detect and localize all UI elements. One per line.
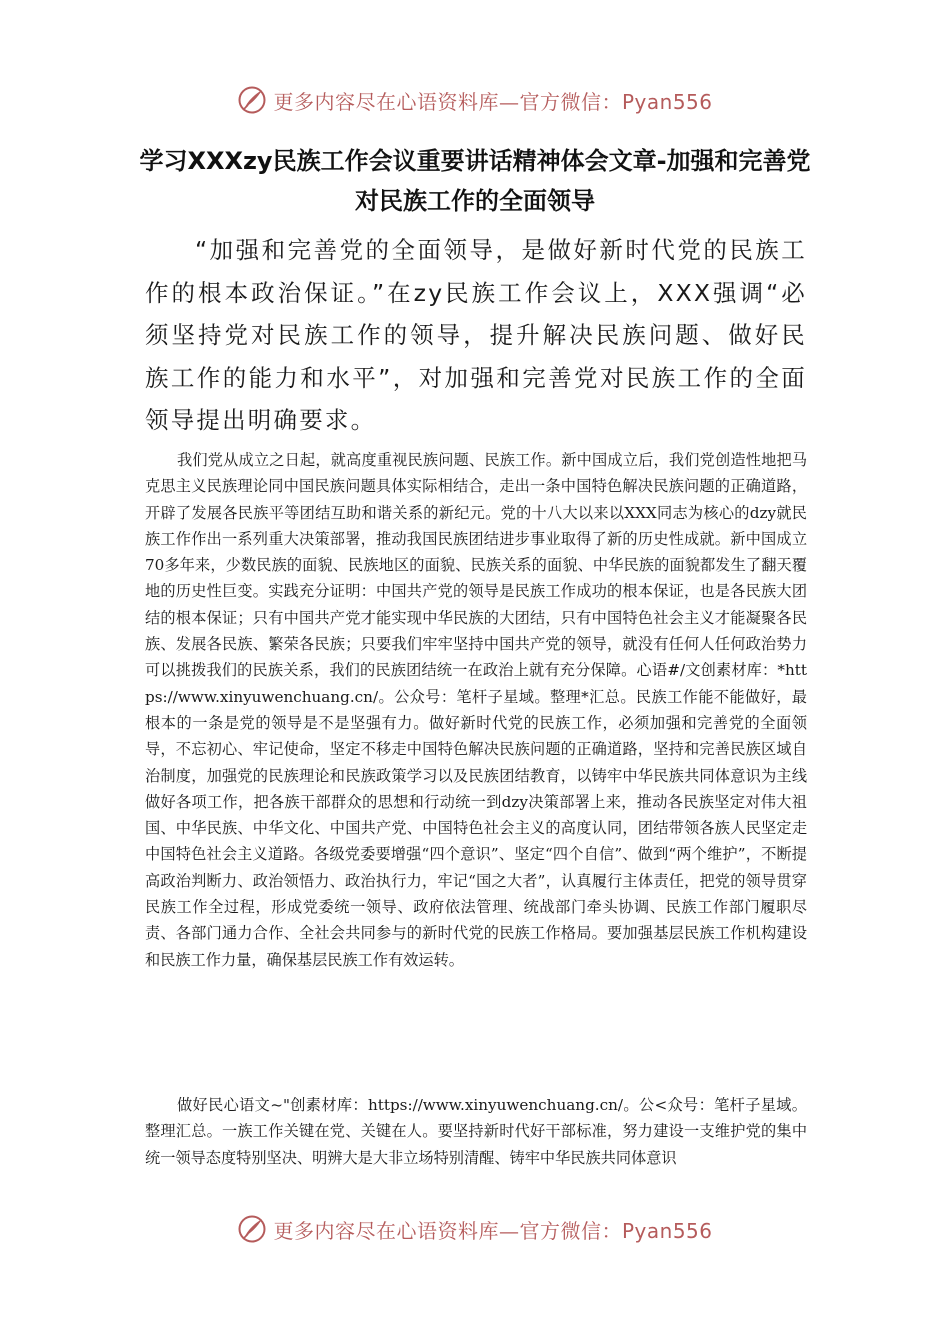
header-wechat-id: Pyan556 (621, 89, 713, 114)
lead-paragraph: “加强和完善党的全面领导，是做好新时代党的民族工作的根本政治保证。”在zy民族工作会议上，XXX强调“必须坚持党对民族工作的领导，提升解决民族问题、做好民族工作的能力和水平”，对加强和完善党对民族工作的全面领导提出明确要求。 (145, 236, 807, 434)
footer-banner-text: 更多内容尽在心语资料库—官方微信：Pyan556 (273, 1218, 713, 1243)
body-paragraph-2: 做好民心语文~"创素材库：https://www.xinyuwenchuang.cn/。公<众号：笔杆子星域。整理汇总。一族工作关键在党、关键在人。要坚持新时代好干部标准，努力建设一支维护党的集中统一领导态度特别坚决、明辨大是大非立场特别清醒、铸牢中华民族共同体意识 (145, 1096, 807, 1167)
header-banner (0, 80, 950, 120)
quill-logo-icon (237, 1214, 267, 1244)
header-banner-text: 更多内容尽在心语资料库—官方微信：Pyan556 (273, 89, 713, 114)
document-title: 学习XXXzy民族工作会议重要讲话精神体会文章-加强和完善党对民族工作的全面领导 (139, 147, 811, 215)
footer-wechat-id: Pyan556 (621, 1218, 713, 1243)
body-paragraph-1: 我们党从成立之日起，就高度重视民族问题、民族工作。新中国成立后，我们党创造性地把马克思主义民族理论同中国民族问题具体实际相结合，走出一条中国特色解决民族问题的正确道路，开辟了发展各民族平等团结互助和谐关系的新纪元。党的十八大以来以XXX同志为核心的dzy就民族工作作出一系列重大决策部署，推动我国民族团结进步事业取得了新的历史性成就。新中国成立70多年来，少数民族的面貌、民族地区的面貌、民族关系的面貌、中华民族的面貌都发生了翻天覆地的历史性巨变。实践充分证明：中国共产党的领导是民族工作成功的根本保证，也是各民族大团结的根本保证；只有中国共产党才能实现中华民族的大团结，只有中国特色社会主义才能凝聚各民族、发展各民族、繁荣各民族；只要我们牢牢坚持中国共产党的领导，就没有任何人任何政治势力可以挑拨我们的民族关系，我们的民族团结统一在政治上就有充分保障。心语#/文创素材库：*https://www.xinyuwenchuang.cn/。公众号：笔杆子星域。整理*汇总。民族工作能不能做好，最根本的一条是党的领导是不是坚强有力。做好新时代党的民族工作，必须加强和完善党的全面领导，不忘初心、牢记使命，坚定不移走中国特色解决民族问题的正确道路，坚持和完善民族区域自治制度，加强党的民族理论和民族政策学习以及民族团结教育，以铸牢中华民族共同体意识为主线做好各项工作，把各族干部群众的思想和行动统一到dzy决策部署上来，推动各民族坚定对伟大祖国、中华民族、中华文化、中国共产党、中国特色社会主义的高度认同，团结带领各族人民坚定走中国特色社会主义道路。各级党委要增强“四个意识”、坚定“四个自信”、做到“两个维护”，不断提高政治判断力、政治领悟力、政治执行力，牢记“国之大者”，认真履行主体责任，把党的领导贯穿民族工作全过程，形成党委统一领导、政府依法管理、统战部门牵头协调、民族工作部门履职尽责、各部门通力合作、全社会共同参与的新时代党的民族工作格局。要加强基层民族工作机构建设和民族工作力量，确保基层民族工作有效运转。 (145, 451, 807, 969)
footer-banner (0, 1209, 950, 1249)
quill-logo-icon (237, 85, 267, 115)
